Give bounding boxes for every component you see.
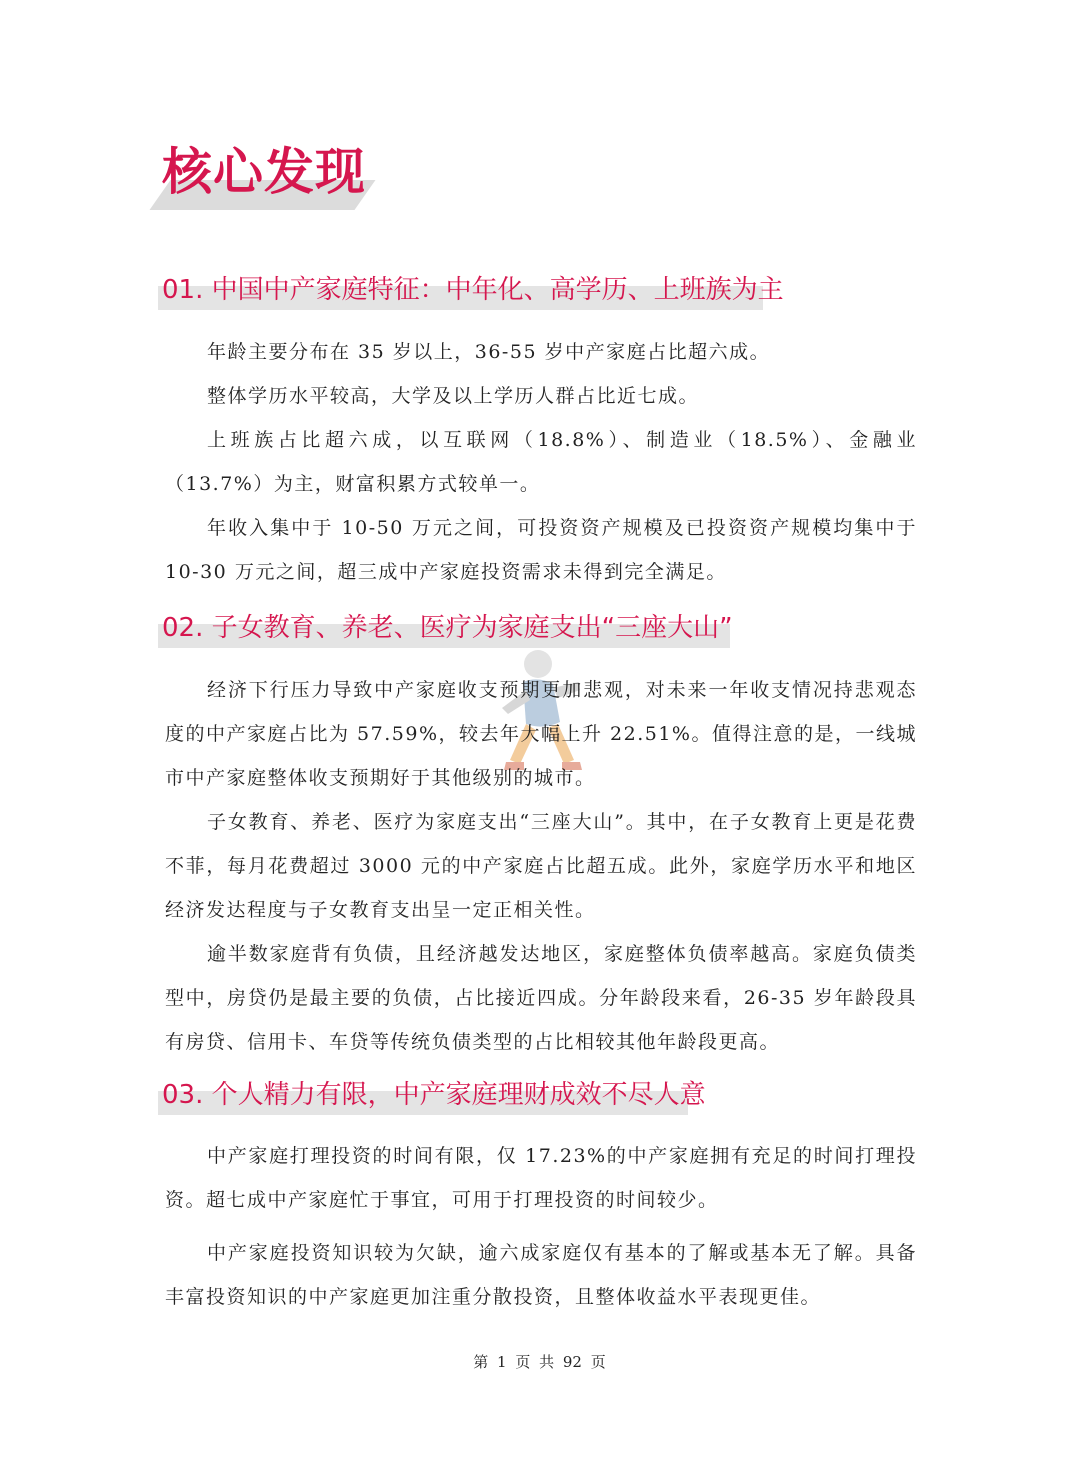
section-heading-text: 03. 个人精力有限，中产家庭理财成效不尽人意 — [162, 1080, 706, 1110]
main-title-block — [150, 140, 370, 215]
section-heading-text: 02. 子女教育、养老、医疗为家庭支出“三座大山” — [162, 613, 733, 643]
paragraph: 中产家庭打理投资的时间有限，仅 17.23%的中产家庭拥有充足的时间打理投资。超七成中产家庭忙于事宜，可用于打理投资的时间较少。 — [165, 1145, 917, 1211]
section-heading-text: 01. 中国中产家庭特征：中年化、高学历、上班族为主 — [162, 275, 784, 305]
paragraph: 年收入集中于 10-50 万元之间，可投资资产规模及已投资资产规模均集中于 10-30 万元之间，超三成中产家庭投资需求未得到完全满足。 — [165, 517, 917, 583]
page-number-footer: 第 1 页 共 92 页 — [473, 1353, 606, 1371]
paragraph: 上班族占比超六成，以互联网（18.8%）、制造业（18.5%）、金融业（13.7%）为主，财富积累方式较单一。 — [165, 429, 917, 495]
paragraph: 年龄主要分布在 35 岁以上，36-55 岁中产家庭占比超六成。 — [207, 341, 771, 363]
section-heading-03 — [158, 1077, 706, 1117]
paragraph: 整体学历水平较高，大学及以上学历人群占比近七成。 — [207, 385, 700, 407]
page-title: 核心发现 — [162, 143, 366, 201]
paragraph: 经济下行压力导致中产家庭收支预期更加悲观，对未来一年收支情况持悲观态度的中产家庭占比为 57.59%，较去年大幅上升 22.51%。值得注意的是，一线城市中产家庭整体收支预期好于其他级别的城市。 — [165, 679, 917, 789]
section-heading-01 — [158, 272, 784, 312]
section-heading-02 — [158, 610, 733, 650]
paragraph: 子女教育、养老、医疗为家庭支出“三座大山”。其中，在子女教育上更是花费不菲，每月花费超过 3000 元的中产家庭占比超五成。此外，家庭学历水平和地区经济发达程度与子女教育支出呈一定正相关性。 — [165, 811, 917, 921]
paragraph: 中产家庭投资知识较为欠缺，逾六成家庭仅有基本的了解或基本无了解。具备丰富投资知识的中产家庭更加注重分散投资，且整体收益水平表现更佳。 — [165, 1242, 917, 1308]
paragraph: 逾半数家庭背有负债，且经济越发达地区，家庭整体负债率越高。家庭负债类型中，房贷仍是最主要的负债，占比接近四成。分年龄段来看，26-35 岁年龄段具有房贷、信用卡、车贷等传统负债类型的占比相较其他年龄段更高。 — [165, 943, 917, 1053]
